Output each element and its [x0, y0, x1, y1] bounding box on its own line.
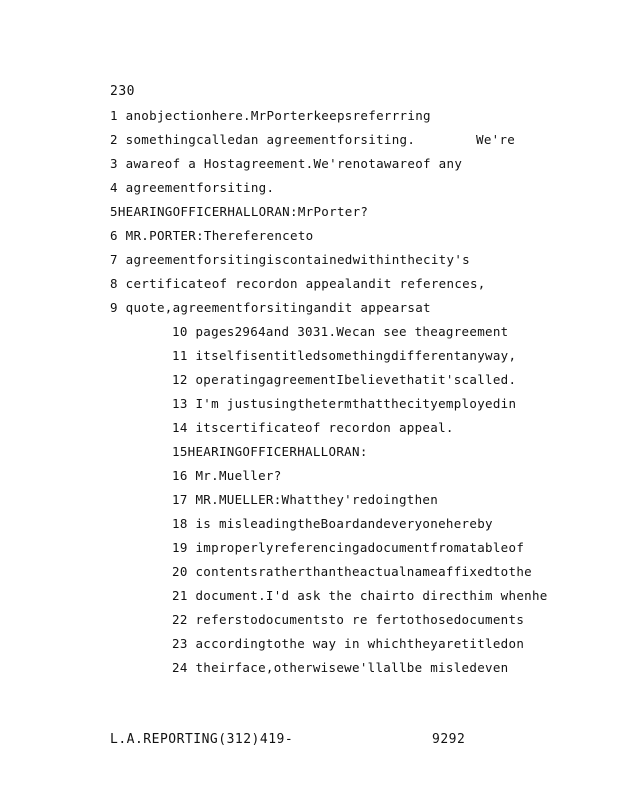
transcript-line-22: 22 referstodocumentsto re fertothosedocuments	[172, 612, 525, 627]
transcript-line-19: 19 improperlyreferencingadocumentfromatableof	[172, 540, 525, 555]
footer-reporter-info: L.A.REPORTING(312)419-	[110, 732, 294, 747]
transcript-line-14: 14 itscertificateof recordon appeal.	[172, 420, 454, 435]
transcript-line-4: 4 agreementforsiting.	[110, 180, 275, 195]
transcript-line-7: 7 agreementforsitingiscontainedwithinthecity's	[110, 252, 470, 267]
transcript-line-12: 12 operatingagreementIbelievethatit'scalled.	[172, 372, 517, 387]
transcript-line-20: 20 contentsratherthantheactualnameaffixedtothe	[172, 564, 532, 579]
transcript-line-3: 3 awareof a Hostagreement.We'renotawareof any	[110, 156, 463, 171]
transcript-line-5: 5HEARINGOFFICERHALLORAN:MrPorter?	[110, 204, 369, 219]
transcript-line-6: 6 MR.PORTER:Thereferenceto	[110, 228, 314, 243]
transcript-line-9: 9 quote,agreementforsitingandit appearsat	[110, 300, 431, 315]
transcript-line-23: 23 accordingtothe way in whichtheyaretitledon	[172, 636, 525, 651]
transcript-line-11: 11 itselfisentitledsomethingdifferentanyway,	[172, 348, 517, 363]
transcript-line-8: 8 certificateof recordon appealandit references,	[110, 276, 486, 291]
transcript-line-10: 10 pages2964and 3031.Wecan see theagreement	[172, 324, 509, 339]
footer-phone-suffix: 9292	[432, 732, 466, 747]
transcript-line-13: 13 I'm justusingthetermthatthecityemployedin	[172, 396, 517, 411]
transcript-line-18: 18 is misleadingtheBoardandeveryonehereby	[172, 516, 493, 531]
transcript-line-2-continuation: We're	[476, 132, 516, 147]
transcript-line-16: 16 Mr.Mueller?	[172, 468, 282, 483]
transcript-line-17: 17 MR.MUELLER:Whatthey'redoingthen	[172, 492, 439, 507]
transcript-line-1: 1 anobjectionhere.MrPorterkeepsreferrring	[110, 108, 431, 123]
transcript-line-15: 15HEARINGOFFICERHALLORAN:	[172, 444, 368, 459]
transcript-line-21: 21 document.I'd ask the chairto directhim whenhe	[172, 588, 548, 603]
page-number: 230	[110, 84, 135, 99]
transcript-line-2: 2 somethingcalledan agreementforsiting.	[110, 132, 416, 147]
transcript-line-24: 24 theirface,otherwisewe'llallbe misledeven	[172, 660, 509, 675]
